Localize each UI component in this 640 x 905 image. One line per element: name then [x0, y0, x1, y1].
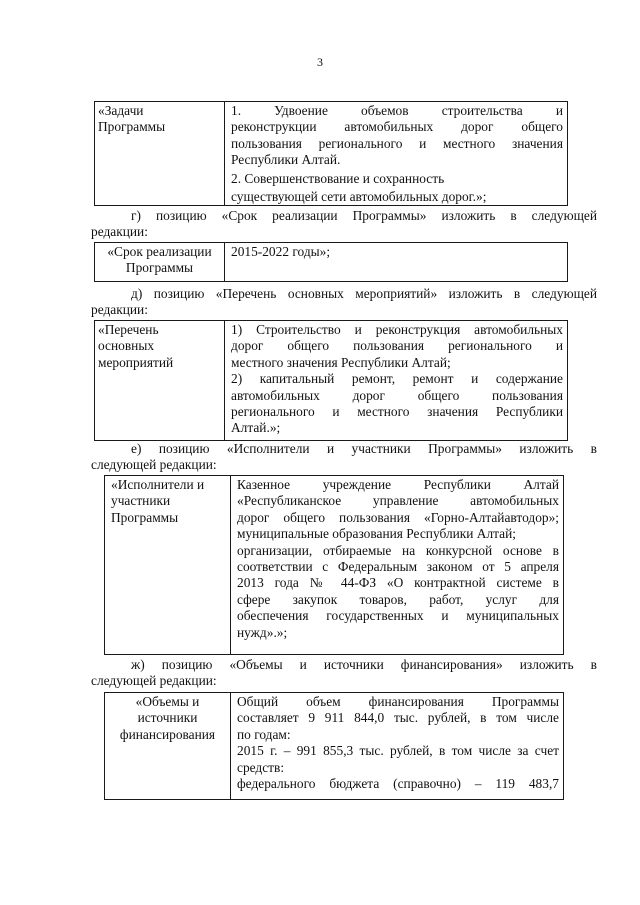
executors-line: нужд».»;	[237, 624, 288, 640]
paragraph-d-line: редакции:	[91, 302, 148, 318]
measures-line: 1) Строительство и реконструкция автомобильных	[231, 322, 563, 337]
paragraph-e-line: следующей редакции:	[91, 457, 217, 473]
financing-label-line: источники	[137, 710, 198, 726]
financing-line: федерального бюджета (справочно) – 119 483,7	[237, 776, 559, 792]
financing-line: по годам:	[237, 726, 291, 742]
financing-label-cell	[105, 693, 231, 799]
paragraph-g-line: г) позицию «Срок реализации Программы» изложить в следующей	[131, 208, 597, 223]
executors-label-line: Программы	[111, 509, 179, 525]
period-value: 2015-2022 годы»;	[231, 244, 331, 259]
financing-line: Общий объем финансирования Программы	[237, 694, 559, 709]
financing-label-line: финансирования	[119, 726, 216, 742]
measures-line: дорог общего пользования регионального и	[231, 338, 563, 354]
tasks-label-line: Программы	[98, 119, 166, 135]
paragraph-e-line: е) позицию «Исполнители и участники Программы» изложить в	[131, 441, 597, 456]
tasks-label-line: «Задачи	[98, 103, 144, 118]
tasks-line: реконструкции автомобильных дорог общего	[231, 119, 563, 135]
table-period	[94, 242, 568, 282]
paragraph-g	[91, 208, 597, 241]
executors-line: дорог общего пользования «Горно-Алтайавтодор»;	[237, 509, 559, 525]
executors-label-cell	[105, 476, 231, 654]
tasks-line: Республики Алтай.	[231, 152, 341, 168]
measures-line: 2) капитальный ремонт, ремонт и содержание	[231, 371, 563, 387]
executors-line: соответствии с Федеральным законом от 5 апреля	[237, 559, 559, 575]
measures-line: Алтай.»;	[231, 420, 281, 436]
paragraph-d	[91, 286, 597, 319]
table-financing	[104, 692, 564, 800]
measures-line: местного значения Республики Алтай;	[231, 354, 451, 370]
measures-label-cell	[95, 321, 225, 440]
financing-line: средств:	[237, 759, 285, 775]
measures-content-cell	[225, 321, 567, 440]
measures-line: регионального и местного значения Республики	[231, 404, 563, 420]
measures-label-line: «Перечень	[98, 322, 159, 337]
tasks-line: 1. Удвоение объемов строительства и	[231, 103, 563, 118]
tasks-content-cell	[225, 102, 567, 205]
table-measures	[94, 320, 568, 441]
tasks-label-cell	[95, 102, 225, 205]
page-number: 3	[317, 55, 323, 69]
executors-line: организации, отбираемые на конкурсной основе в	[237, 542, 559, 558]
executors-line: 2013 года № 44-ФЗ «О контрактной системе в	[237, 575, 559, 591]
financing-content-cell	[231, 693, 563, 799]
measures-label-line: мероприятий	[98, 354, 174, 370]
executors-content-cell	[231, 476, 563, 654]
period-label-cell	[95, 243, 225, 281]
executors-label-line: участники	[111, 493, 171, 509]
paragraph-d-line: д) позицию «Перечень основных мероприятий» изложить в следующей	[131, 286, 597, 301]
tasks-line: пользования регионального и местного значения	[231, 135, 563, 151]
executors-line: обеспечения государственных и муниципальных	[237, 608, 559, 624]
paragraph-e	[91, 441, 597, 474]
financing-line: составляет 9 911 844,0 тыс. рублей, в том числе	[237, 710, 559, 726]
table-executors	[104, 475, 564, 655]
executors-line: муниципальные образования Республики Алтай;	[237, 526, 517, 542]
paragraph-zh-line: ж) позицию «Объемы и источники финансирования» изложить в	[131, 657, 597, 672]
executors-line: «Республиканское управление автомобильных	[237, 493, 559, 509]
table-tasks	[94, 101, 568, 206]
financing-label-line: «Объемы и	[135, 694, 200, 709]
tasks-line: 2. Совершенствование и сохранность	[231, 170, 445, 186]
executors-label-line: «Исполнители и	[111, 477, 205, 492]
paragraph-zh-line: следующей редакции:	[91, 673, 217, 689]
executors-line: сфере закупок товаров, работ, услуг для	[237, 591, 559, 607]
period-label-line: «Срок реализации	[107, 244, 212, 259]
paragraph-g-line: редакции:	[91, 224, 148, 240]
executors-line: Казенное учреждение Республики Алтай	[237, 477, 559, 492]
measures-line: автомобильных дорог общего пользования	[231, 387, 563, 403]
financing-line: 2015 г. – 991 855,3 тыс. рублей, в том числе за счет	[237, 743, 559, 759]
measures-label-line: основных	[98, 338, 155, 354]
paragraph-zh	[91, 657, 597, 690]
period-label-line: Программы	[125, 260, 194, 276]
period-content-cell	[225, 243, 567, 281]
tasks-line: существующей сети автомобильных дорог.»;	[231, 189, 487, 205]
